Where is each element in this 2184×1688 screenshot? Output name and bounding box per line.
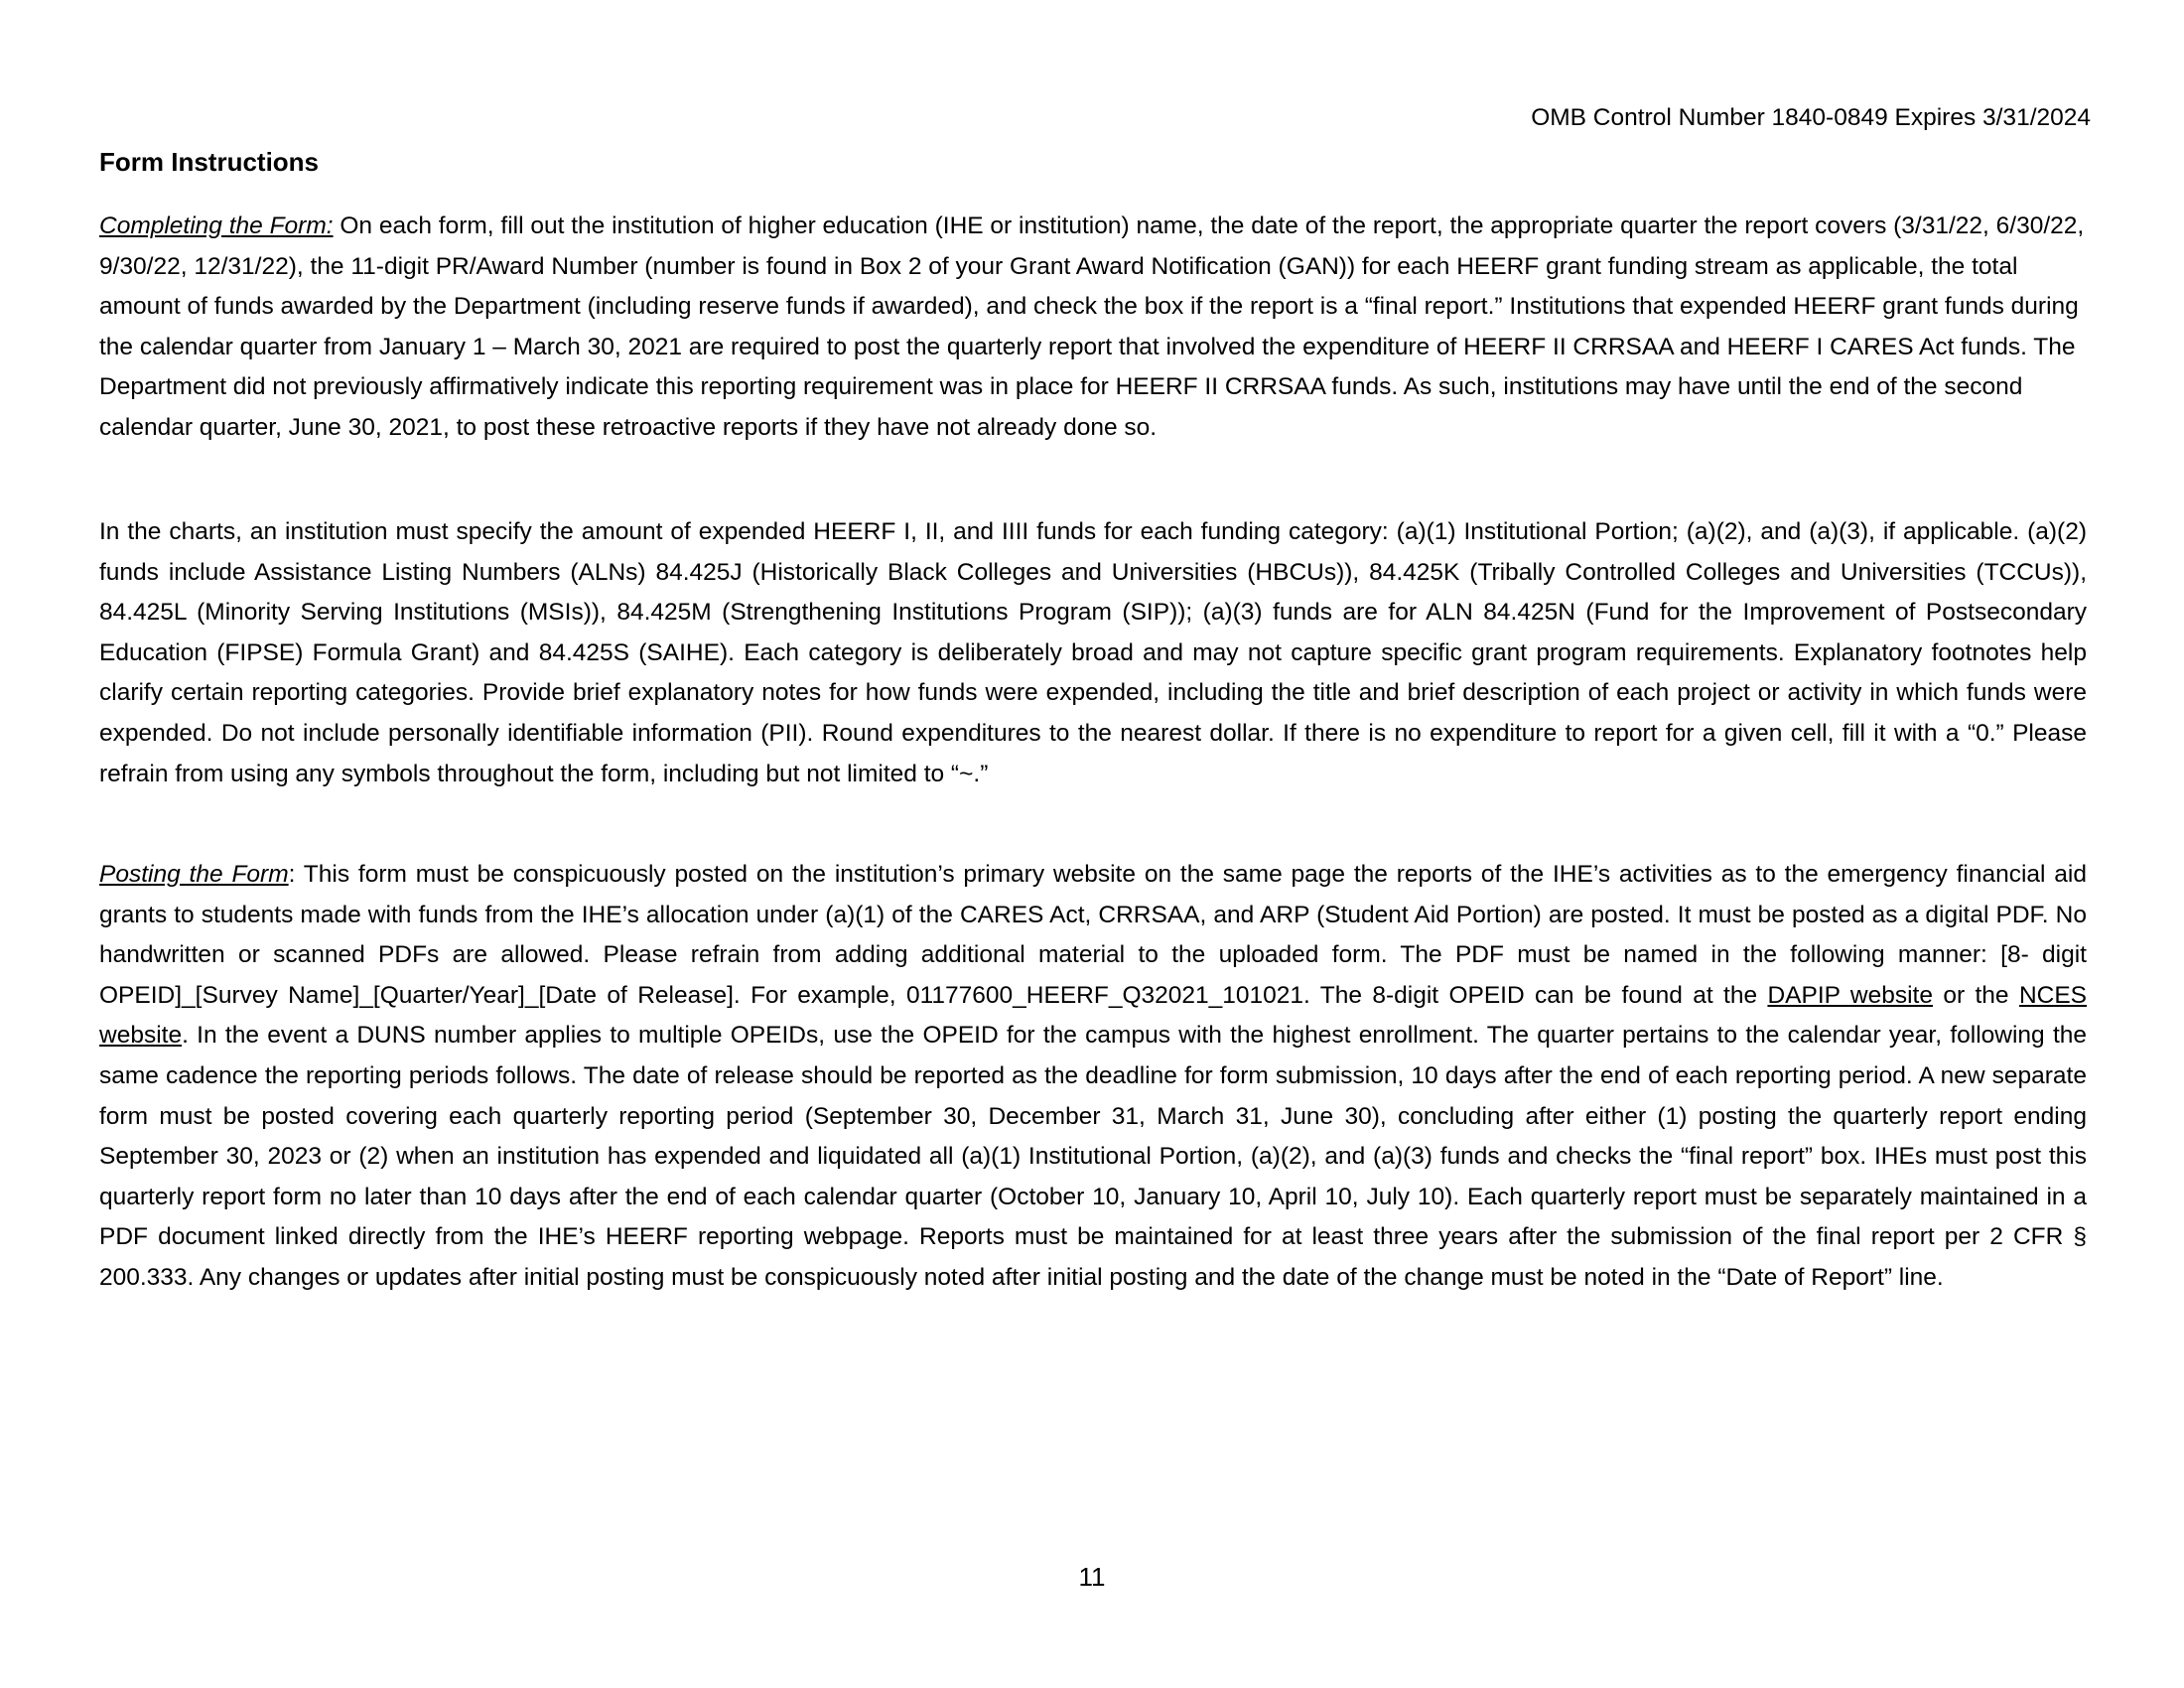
posting-form-lead: Posting the Form — [99, 861, 289, 888]
posting-form-text-1: : This form must be conspicuously posted on the institution’s primary website on the same page the reports of the IHE’s activities as to the emergency financial aid grants to students made with funds from the IHE’s allocation under (a)(1) of the CARES Act, CRRSAA, and ARP (Student Aid Portion) are posted. It must be posted as a digital PDF. No handwritten or scanned PDFs are allowed. Please refrain from adding additional material to the uploaded form. The PDF must be named in the following manner: [8- digit OPEID]_[Survey Name]_[Quarter/Year]_[Date of Release]. For example, 01177600_HEERF_Q32021_101021. The 8-digit OPEID can be found at the — [99, 861, 2087, 1009]
posting-form-text-3: . In the event a DUNS number applies to multiple OPEIDs, use the OPEID for the campus with the highest enrollment. The quarter pertains to the calendar year, following the same cadence the reporting periods follows. The date of release should be reported as the deadline for form submission, 10 days after the end of each reporting period. A new separate form must be posted covering each quarterly reporting period (September 30, December 31, March 31, June 30), concluding after either (1) posting the quarterly report ending September 30, 2023 or (2) when an institution has expended and liquidated all (a)(1) Institutional Portion, (a)(2), and (a)(3) funds and checks the “final report” box. IHEs must post this quarterly report form no later than 10 days after the end of each calendar quarter (October 10, January 10, April 10, July 10). Each quarterly report must be separately maintained in a PDF document linked directly from the IHE’s HEERF reporting webpage. Reports must be maintained for at least three years after the submission of the final report per 2 CFR § 200.333. Any changes or updates after initial posting must be conspicuously noted after initial posting and the date of the change must be noted in the “Date of Report” line. — [99, 1022, 2087, 1291]
omb-control-number: OMB Control Number 1840-0849 Expires 3/31/2024 — [1531, 104, 2091, 131]
charts-paragraph: In the charts, an institution must specify the amount of expended HEERF I, II, and IIII funds for each funding category: (a)(1) Institutional Portion; (a)(2), and (a)(3), if applicable. (a)(2) funds include Assistance Listing Numbers (ALNs) 84.425J (Historically Black Colleges and Universities (HBCUs)), 84.425K (Tribally Controlled Colleges and Universities (TCCUs)), 84.425L (Minority Serving Institutions (MSIs)), 84.425M (Strengthening Institutions Program (SIP)); (a)(3) funds are for ALN 84.425N (Fund for the Improvement of Postsecondary Education (FIPSE) Formula Grant) and 84.425S (SAIHE). Each category is deliberately broad and may not capture specific grant program requirements. Explanatory footnotes help clarify certain reporting categories. Provide brief explanatory notes for how funds were expended, including the title and brief description of each project or activity in which funds were expended. Do not include personally identifiable information (PII). Round expenditures to the nearest dollar. If there is no expenditure to report for a given cell, fill it with a “0.” Please refrain from using any symbols throughout the form, including but not limited to “~.” — [99, 518, 2087, 787]
page-title: Form Instructions — [99, 147, 320, 177]
completing-form-lead: Completing the Form: — [99, 212, 334, 239]
posting-form-paragraph — [99, 855, 2087, 1299]
completing-form-paragraph — [99, 207, 2087, 449]
nces-website-link[interactable]: NCES website — [99, 981, 2088, 1050]
completing-form-text: On each form, fill out the institution of higher education (IHE or institution) name, the date of the report, the appropriate quarter the report covers (3/31/22, 6/30/22, 9/30/22, 12/31/22), the 11-digit PR/Award Number (number is found in Box 2 of your Grant Award Notification (GAN)) for each HEERF grant funding stream as applicable, the total amount of funds awarded by the Department (including reserve funds if awarded), and check the box if the report is a “final report.” Institutions that expended HEERF grant funds during the calendar quarter from January 1 – March 30, 2021 are required to post the quarterly report that involved the expenditure of HEERF II CRRSAA and HEERF I CARES Act funds. The Department did not previously affirmatively indicate this reporting requirement was in place for HEERF II CRRSAA funds. As such, institutions may have until the end of the second calendar quarter, June 30, 2021, to post these retroactive reports if they have not already done so. — [99, 212, 2085, 441]
posting-form-text-2: or the — [1932, 981, 2019, 1009]
page-number: 11 — [1078, 1562, 1106, 1592]
dapip-website-link[interactable]: DAPIP website — [1767, 981, 1933, 1009]
